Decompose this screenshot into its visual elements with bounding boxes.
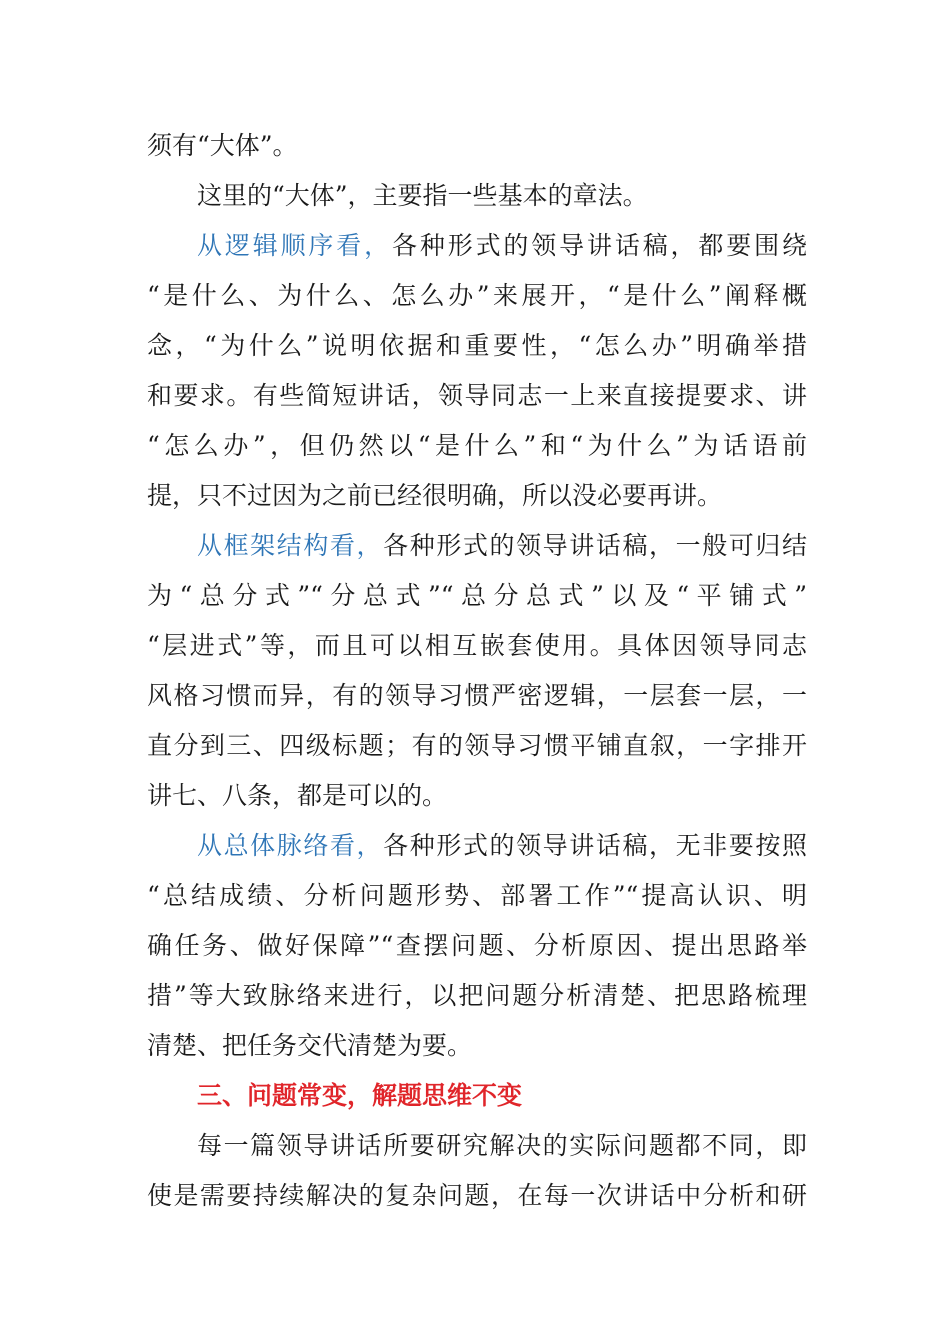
text-line: 每一篇领导讲话所要研究解决的实际问题都不同，即 <box>197 1131 807 1160</box>
text-line: 和要求。有些简短讲话，领导同志一上来直接提要求、讲 <box>147 381 807 410</box>
text-span: 各种形式的领导讲话稿，无非要按照 <box>383 831 807 860</box>
text-line: 为“总分式”“分总式”“总分总式”以及“平铺式” <box>147 581 807 610</box>
text-line: 讲七、八条，都是可以的。 <box>147 781 448 810</box>
text-line: “层进式”等，而且可以相互嵌套使用。具体因领导同志 <box>147 631 807 660</box>
lead-phrase-logic: 从逻辑顺序看， <box>197 231 392 260</box>
text-line: 措”等大致脉络来进行，以把问题分析清楚、把思路梳理 <box>147 981 807 1010</box>
paragraph-first-line <box>197 526 807 566</box>
text-span: 各种形式的领导讲话稿，都要围绕 <box>392 231 807 260</box>
text-line: 风格习惯而异，有的领导习惯严密逻辑，一层套一层，一 <box>147 681 807 710</box>
text-line: 提，只不过因为之前已经很明确，所以没必要再讲。 <box>147 481 723 510</box>
text-line: “总结成绩、分析问题形势、部署工作”“提高认识、明 <box>147 881 807 910</box>
text-line: “怎么办”，但仍然以“是什么”和“为什么”为话语前 <box>147 431 807 460</box>
lead-phrase-framework: 从框架结构看， <box>197 531 384 560</box>
lead-phrase-context: 从总体脉络看， <box>197 831 384 860</box>
text-line: 清楚、把任务交代清楚为要。 <box>147 1031 473 1060</box>
text-line: 确任务、做好保障”“查摆问题、分析原因、提出思路举 <box>147 931 807 960</box>
paragraph-first-line <box>197 826 807 866</box>
section-heading: 三、问题常变，解题思维不变 <box>197 1081 523 1110</box>
text-line: 直分到三、四级标题；有的领导习惯平铺直叙，一字排开 <box>147 731 807 760</box>
text-line: “是什么、为什么、怎么办”来展开，“是什么”阐释概 <box>147 281 807 310</box>
text-span: 各种形式的领导讲话稿，一般可归结 <box>383 531 807 560</box>
text-line: 这里的“大体”，主要指一些基本的章法。 <box>197 181 648 210</box>
paragraph-first-line <box>197 226 807 266</box>
text-line: 须有“大体”。 <box>147 131 298 160</box>
text-line: 使是需要持续解决的复杂问题，在每一次讲话中分析和研 <box>147 1181 807 1210</box>
text-line: 念，“为什么”说明依据和重要性，“怎么办”明确举措 <box>147 331 807 360</box>
